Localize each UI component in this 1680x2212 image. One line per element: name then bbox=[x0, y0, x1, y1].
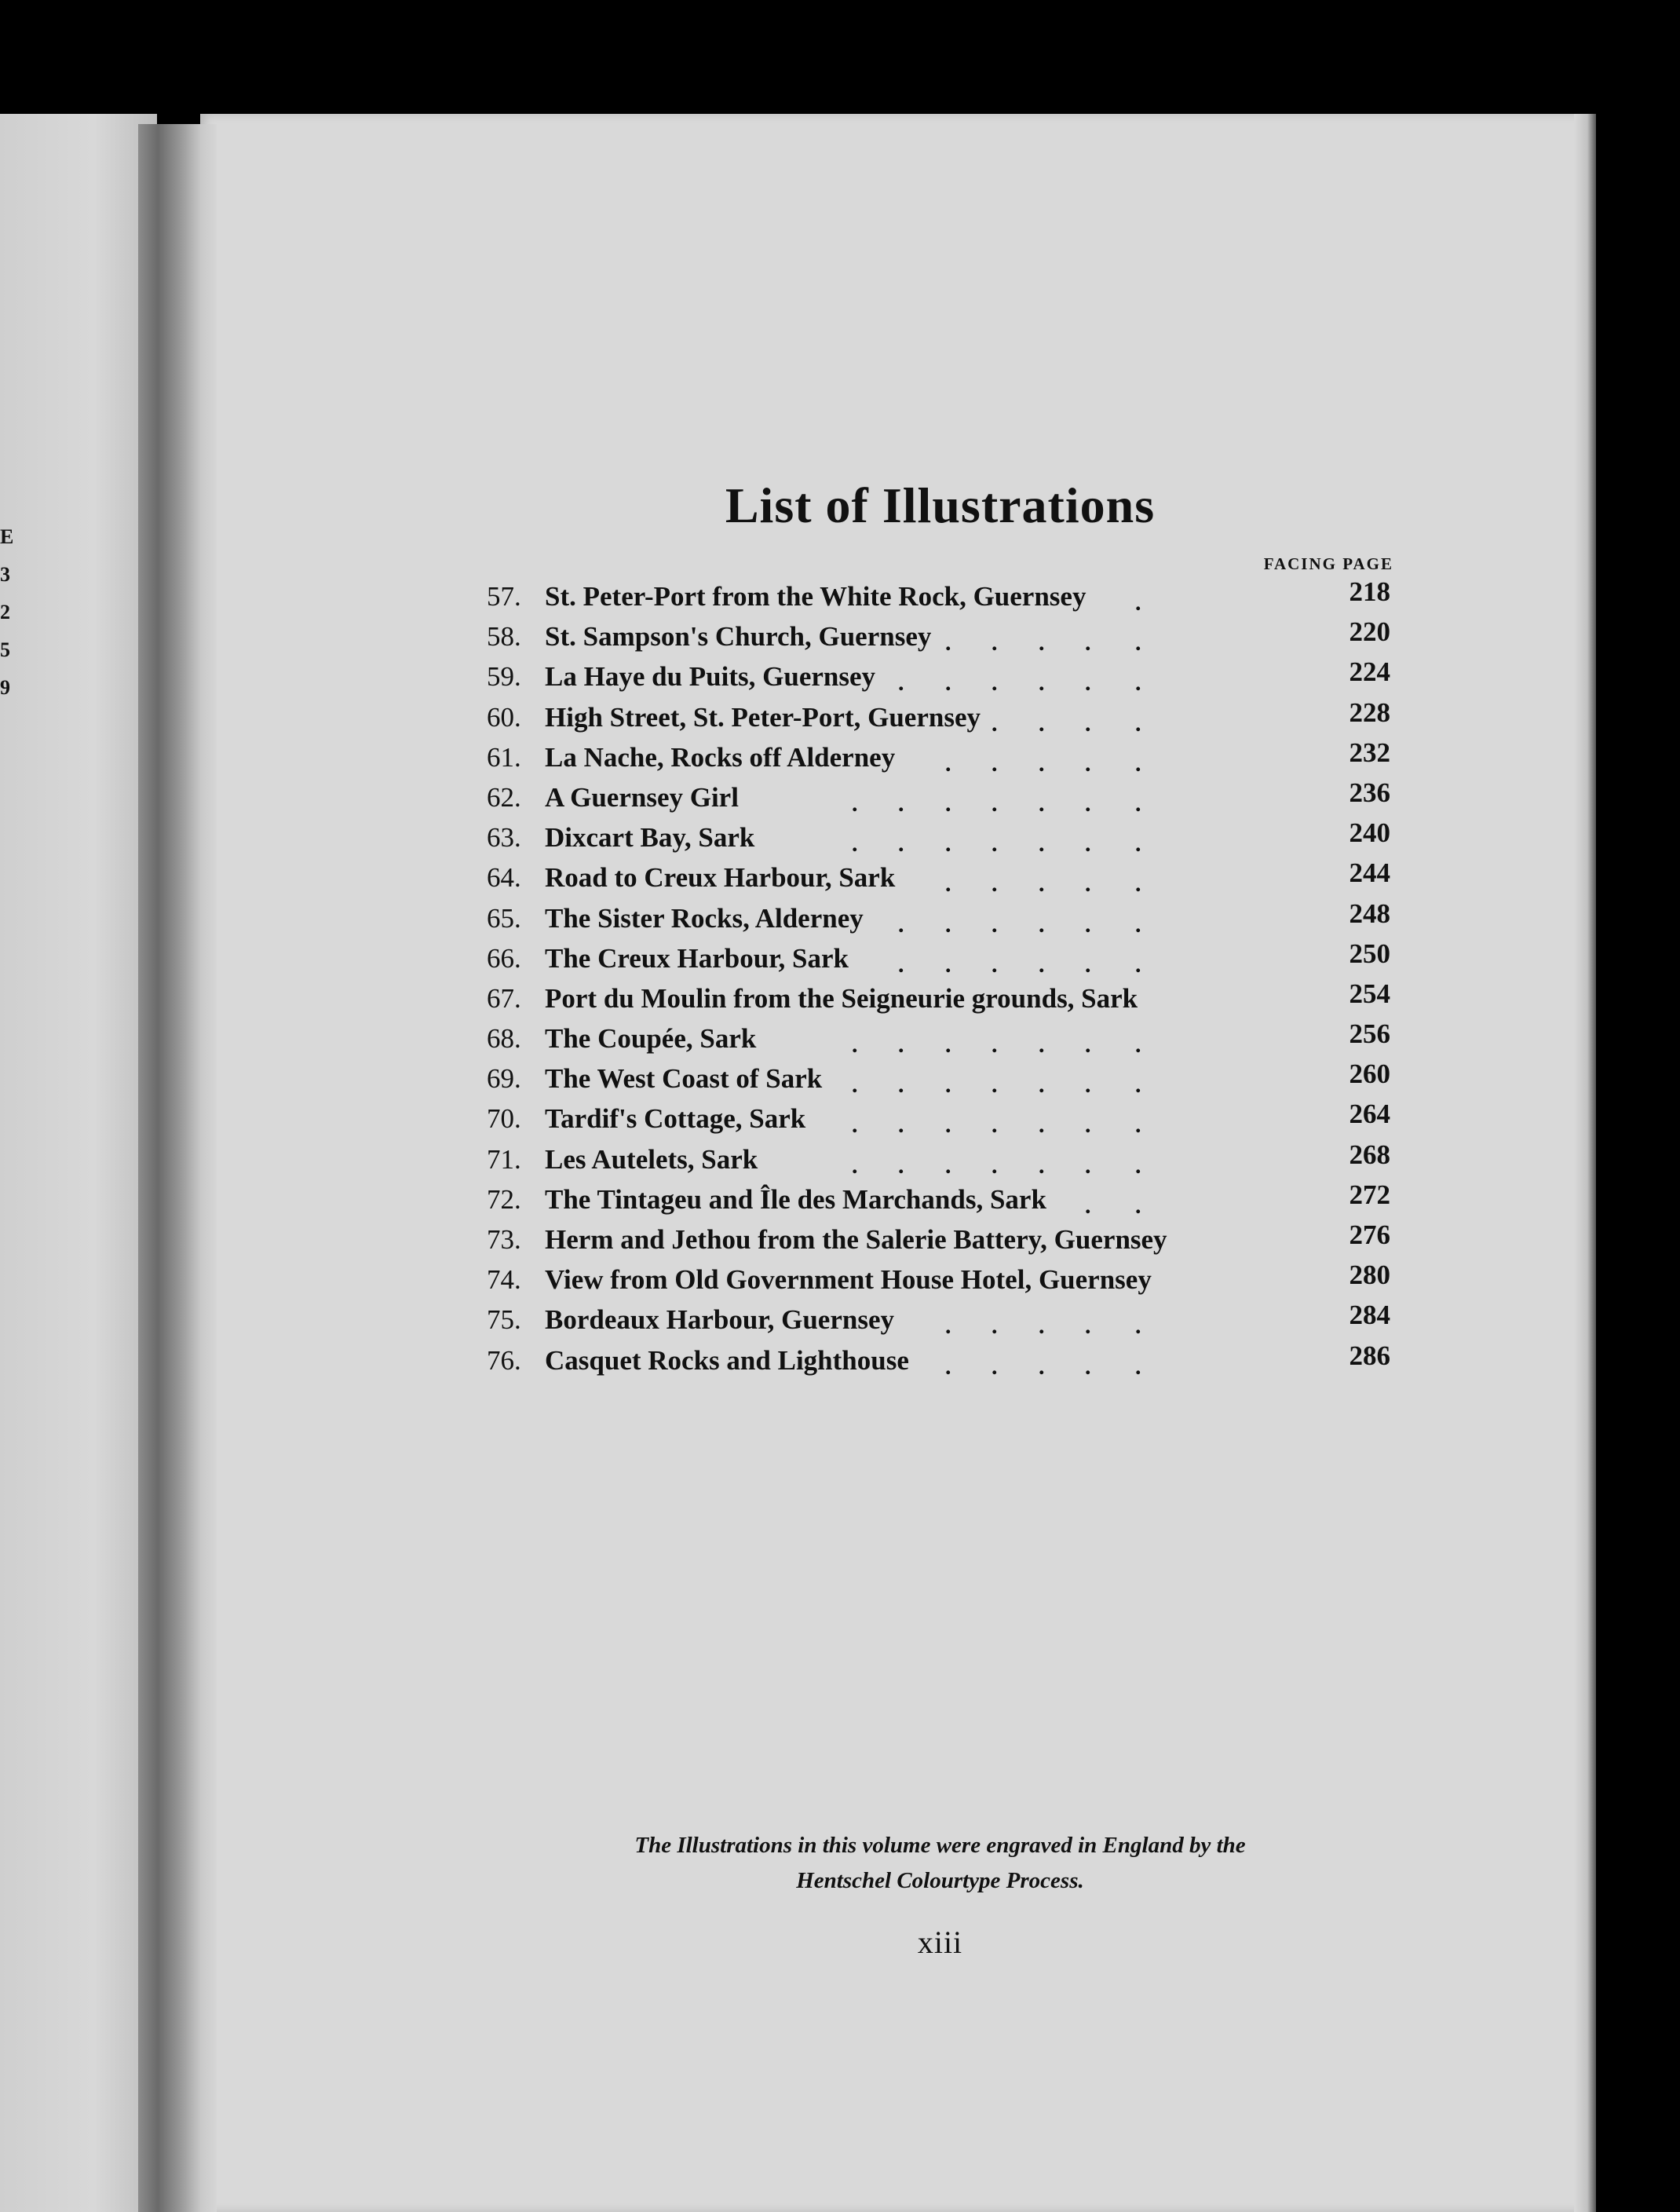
leader-dot: . bbox=[1085, 1032, 1091, 1058]
entry-title: Casquet Rocks and Lighthouse bbox=[545, 1344, 909, 1376]
entry-page-number: 220 bbox=[1349, 616, 1390, 648]
leader-dot: . bbox=[1039, 1112, 1045, 1139]
leader-dot: . bbox=[1039, 630, 1045, 656]
entry-title: St. Peter-Port from the White Rock, Guernsey bbox=[545, 581, 1087, 612]
entry-page-number: 228 bbox=[1349, 697, 1390, 728]
entry-page-number: 280 bbox=[1349, 1260, 1390, 1291]
entry-number: 64. bbox=[487, 862, 521, 894]
leader-dot: . bbox=[1135, 871, 1141, 898]
leader-dot: . bbox=[1135, 911, 1141, 938]
entry-number: 71. bbox=[487, 1143, 521, 1175]
leader-dot: . bbox=[945, 871, 951, 898]
edge-letter: E bbox=[0, 525, 14, 548]
leader-dot: . bbox=[992, 670, 998, 697]
edge-letter: 2 bbox=[0, 601, 10, 623]
illustration-list bbox=[487, 576, 1397, 1380]
leader-dot: . bbox=[898, 1072, 904, 1099]
list-item bbox=[487, 1300, 1397, 1340]
footnote-line-2: Hentschel Colourtype Process. bbox=[796, 1868, 1084, 1893]
leader-dot: . bbox=[1039, 710, 1045, 737]
list-item bbox=[487, 1219, 1397, 1260]
leader-dot: . bbox=[1085, 1112, 1091, 1139]
leader-dot: . bbox=[1135, 1072, 1141, 1099]
entry-title: View from Old Government House Hotel, Guernsey bbox=[545, 1264, 1152, 1296]
leader-dot: . bbox=[1039, 1353, 1045, 1380]
leader-dot: . bbox=[945, 911, 951, 938]
entry-title: La Haye du Puits, Guernsey bbox=[545, 661, 876, 693]
page-title: List of Illustrations bbox=[725, 477, 1156, 533]
leader-dot: . bbox=[1085, 871, 1091, 898]
entry-title: La Nache, Rocks off Alderney bbox=[545, 741, 896, 773]
leader-dot: . bbox=[1135, 1313, 1141, 1340]
leader-dot: . bbox=[898, 831, 904, 857]
leader-dot: . bbox=[1039, 750, 1045, 777]
entry-page-number: 268 bbox=[1349, 1139, 1390, 1170]
leader-dot: . bbox=[898, 911, 904, 938]
entry-number: 61. bbox=[487, 741, 521, 773]
facing-page-text-edge bbox=[0, 518, 14, 738]
entry-title: The West Coast of Sark bbox=[545, 1063, 823, 1095]
leader-dot: . bbox=[945, 670, 951, 697]
book-gutter-shadow bbox=[138, 124, 217, 2212]
leader-dot: . bbox=[898, 790, 904, 817]
leader-dot: . bbox=[992, 1313, 998, 1340]
entry-page-number: 264 bbox=[1349, 1099, 1390, 1130]
leader-dot: . bbox=[1085, 750, 1091, 777]
leader-dot: . bbox=[1135, 831, 1141, 857]
entry-page-number: 254 bbox=[1349, 978, 1390, 1009]
leader-dot: . bbox=[1039, 1152, 1045, 1179]
leader-dot: . bbox=[945, 750, 951, 777]
leader-dot: . bbox=[992, 951, 998, 978]
leader-dot: . bbox=[1135, 670, 1141, 697]
entry-number: 66. bbox=[487, 942, 521, 974]
entry-number: 65. bbox=[487, 902, 521, 934]
leader-dot: . bbox=[1135, 750, 1141, 777]
leader-dot: . bbox=[898, 951, 904, 978]
leader-dot: . bbox=[992, 710, 998, 737]
leader-dot: . bbox=[1135, 1032, 1141, 1058]
leader-dot: . bbox=[1039, 1032, 1045, 1058]
list-item bbox=[487, 817, 1397, 857]
entry-page-number: 284 bbox=[1349, 1300, 1390, 1331]
leader-dot: . bbox=[1085, 951, 1091, 978]
entry-number: 70. bbox=[487, 1103, 521, 1135]
list-item bbox=[487, 1099, 1397, 1139]
page-number: xiii bbox=[917, 1925, 963, 1960]
entry-page-number: 224 bbox=[1349, 656, 1390, 688]
leader-dot: . bbox=[1039, 790, 1045, 817]
entry-title: Road to Creux Harbour, Sark bbox=[545, 862, 896, 894]
entry-page-number: 218 bbox=[1349, 576, 1390, 607]
leader-dot: . bbox=[945, 790, 951, 817]
leader-dot: . bbox=[992, 831, 998, 857]
entry-title: The Tintageu and Île des Marchands, Sark bbox=[545, 1183, 1046, 1215]
leader-dot: . bbox=[852, 1152, 858, 1179]
entry-number: 68. bbox=[487, 1023, 521, 1055]
leader-dot: . bbox=[945, 630, 951, 656]
list-item bbox=[487, 938, 1397, 978]
entry-number: 67. bbox=[487, 982, 521, 1014]
leader-dot: . bbox=[1135, 630, 1141, 656]
leader-dot: . bbox=[945, 1032, 951, 1058]
entry-page-number: 286 bbox=[1349, 1340, 1390, 1371]
leader-dot: . bbox=[898, 1032, 904, 1058]
entry-title: The Coupée, Sark bbox=[545, 1023, 757, 1055]
leader-dot: . bbox=[1085, 911, 1091, 938]
leader-dot: . bbox=[992, 1152, 998, 1179]
list-item bbox=[487, 616, 1397, 656]
list-item bbox=[487, 777, 1397, 817]
edge-letter: 3 bbox=[0, 563, 10, 586]
leader-dot: . bbox=[1039, 1313, 1045, 1340]
list-item bbox=[487, 1179, 1397, 1219]
entry-page-number: 276 bbox=[1349, 1219, 1390, 1250]
leader-dot: . bbox=[1039, 1072, 1045, 1099]
leader-dot: . bbox=[992, 1112, 998, 1139]
entry-title: Bordeaux Harbour, Guernsey bbox=[545, 1304, 894, 1336]
entry-title: Dixcart Bay, Sark bbox=[545, 822, 755, 854]
entry-number: 63. bbox=[487, 822, 521, 854]
leader-dot: . bbox=[1085, 630, 1091, 656]
leader-dot: . bbox=[945, 951, 951, 978]
list-item bbox=[487, 978, 1397, 1018]
leader-dot: . bbox=[898, 670, 904, 697]
leader-dot: . bbox=[945, 1112, 951, 1139]
entry-title: Les Autelets, Sark bbox=[545, 1143, 758, 1175]
leader-dot: . bbox=[852, 1072, 858, 1099]
entry-page-number: 232 bbox=[1349, 737, 1390, 768]
leader-dot: . bbox=[852, 831, 858, 857]
entry-number: 62. bbox=[487, 781, 521, 813]
footnote bbox=[200, 1828, 1680, 1899]
leader-dot: . bbox=[1039, 871, 1045, 898]
entry-number: 69. bbox=[487, 1063, 521, 1095]
leader-dot: . bbox=[992, 750, 998, 777]
facing-page-edge bbox=[0, 114, 157, 2212]
leader-dot: . bbox=[852, 1112, 858, 1139]
leader-dot: . bbox=[852, 790, 858, 817]
leader-dot: . bbox=[945, 1072, 951, 1099]
leader-dot: . bbox=[992, 871, 998, 898]
leader-dot: . bbox=[1135, 951, 1141, 978]
entry-number: 74. bbox=[487, 1264, 521, 1296]
list-item bbox=[487, 656, 1397, 697]
leader-dot: . bbox=[945, 831, 951, 857]
entry-page-number: 260 bbox=[1349, 1058, 1390, 1090]
entry-number: 72. bbox=[487, 1183, 521, 1215]
footnote-line-1: The Illustrations in this volume were engraved in England by the bbox=[634, 1833, 1246, 1858]
entry-page-number: 240 bbox=[1349, 817, 1390, 849]
edge-letter: 5 bbox=[0, 638, 10, 661]
leader-dot: . bbox=[1085, 831, 1091, 857]
entry-title: St. Sampson's Church, Guernsey bbox=[545, 621, 932, 653]
leader-dot: . bbox=[1085, 1152, 1091, 1179]
book-page bbox=[200, 114, 1582, 2212]
entry-title: Herm and Jethou from the Salerie Battery, Guernsey bbox=[545, 1224, 1167, 1255]
entry-number: 76. bbox=[487, 1344, 521, 1376]
entry-title: The Sister Rocks, Alderney bbox=[545, 902, 864, 934]
entry-number: 57. bbox=[487, 581, 521, 612]
entry-page-number: 250 bbox=[1349, 938, 1390, 969]
leader-dot: . bbox=[1039, 831, 1045, 857]
leader-dot: . bbox=[1135, 1112, 1141, 1139]
leader-dot: . bbox=[945, 1152, 951, 1179]
leader-dot: . bbox=[898, 1112, 904, 1139]
entry-number: 60. bbox=[487, 701, 521, 733]
leader-dot: . bbox=[1085, 710, 1091, 737]
entry-page-number: 236 bbox=[1349, 777, 1390, 808]
leader-dot: . bbox=[1039, 670, 1045, 697]
list-item bbox=[487, 1018, 1397, 1058]
leader-dot: . bbox=[1039, 911, 1045, 938]
list-item bbox=[487, 857, 1397, 898]
leader-dot: . bbox=[898, 1152, 904, 1179]
entry-number: 58. bbox=[487, 621, 521, 653]
leader-dot: . bbox=[1039, 951, 1045, 978]
list-item bbox=[487, 1340, 1397, 1380]
leader-dot: . bbox=[992, 790, 998, 817]
entry-title: Tardif's Cottage, Sark bbox=[545, 1103, 806, 1135]
leader-dot: . bbox=[945, 1353, 951, 1380]
entry-title: A Guernsey Girl bbox=[545, 781, 739, 813]
leader-dot: . bbox=[1135, 1353, 1141, 1380]
leader-dot: . bbox=[1135, 1152, 1141, 1179]
edge-letter: 9 bbox=[0, 676, 10, 699]
list-item bbox=[487, 737, 1397, 777]
leader-dot: . bbox=[1085, 1313, 1091, 1340]
entry-number: 75. bbox=[487, 1304, 521, 1336]
leader-dot: . bbox=[852, 1032, 858, 1058]
list-item bbox=[487, 1058, 1397, 1099]
entry-page-number: 256 bbox=[1349, 1018, 1390, 1050]
entry-page-number: 248 bbox=[1349, 898, 1390, 929]
list-item bbox=[487, 697, 1397, 737]
entry-number: 73. bbox=[487, 1224, 521, 1255]
leader-dot: . bbox=[1135, 1192, 1141, 1219]
list-item bbox=[487, 576, 1397, 616]
leader-dot: . bbox=[1135, 790, 1141, 817]
leader-dot: . bbox=[1085, 790, 1091, 817]
leader-dot: . bbox=[1135, 590, 1141, 616]
page-right-edge bbox=[1574, 114, 1596, 2212]
list-item bbox=[487, 898, 1397, 938]
leader-dot: . bbox=[1085, 1192, 1091, 1219]
facing-page-column-header: FACING PAGE bbox=[1263, 554, 1393, 573]
entry-page-number: 244 bbox=[1349, 857, 1390, 889]
leader-dot: . bbox=[992, 1353, 998, 1380]
list-item bbox=[487, 1260, 1397, 1300]
leader-dot: . bbox=[992, 630, 998, 656]
entry-page-number: 272 bbox=[1349, 1179, 1390, 1210]
leader-dot: . bbox=[1085, 1353, 1091, 1380]
entry-title: The Creux Harbour, Sark bbox=[545, 942, 849, 974]
leader-dot: . bbox=[992, 911, 998, 938]
entry-title: High Street, St. Peter-Port, Guernsey bbox=[545, 701, 981, 733]
leader-dot: . bbox=[1085, 1072, 1091, 1099]
leader-dot: . bbox=[1135, 710, 1141, 737]
entry-title: Port du Moulin from the Seigneurie grounds, Sark bbox=[545, 982, 1138, 1014]
list-item bbox=[487, 1139, 1397, 1179]
leader-dot: . bbox=[992, 1032, 998, 1058]
leader-dot: . bbox=[945, 1313, 951, 1340]
entry-number: 59. bbox=[487, 661, 521, 693]
leader-dot: . bbox=[1085, 670, 1091, 697]
leader-dot: . bbox=[992, 1072, 998, 1099]
